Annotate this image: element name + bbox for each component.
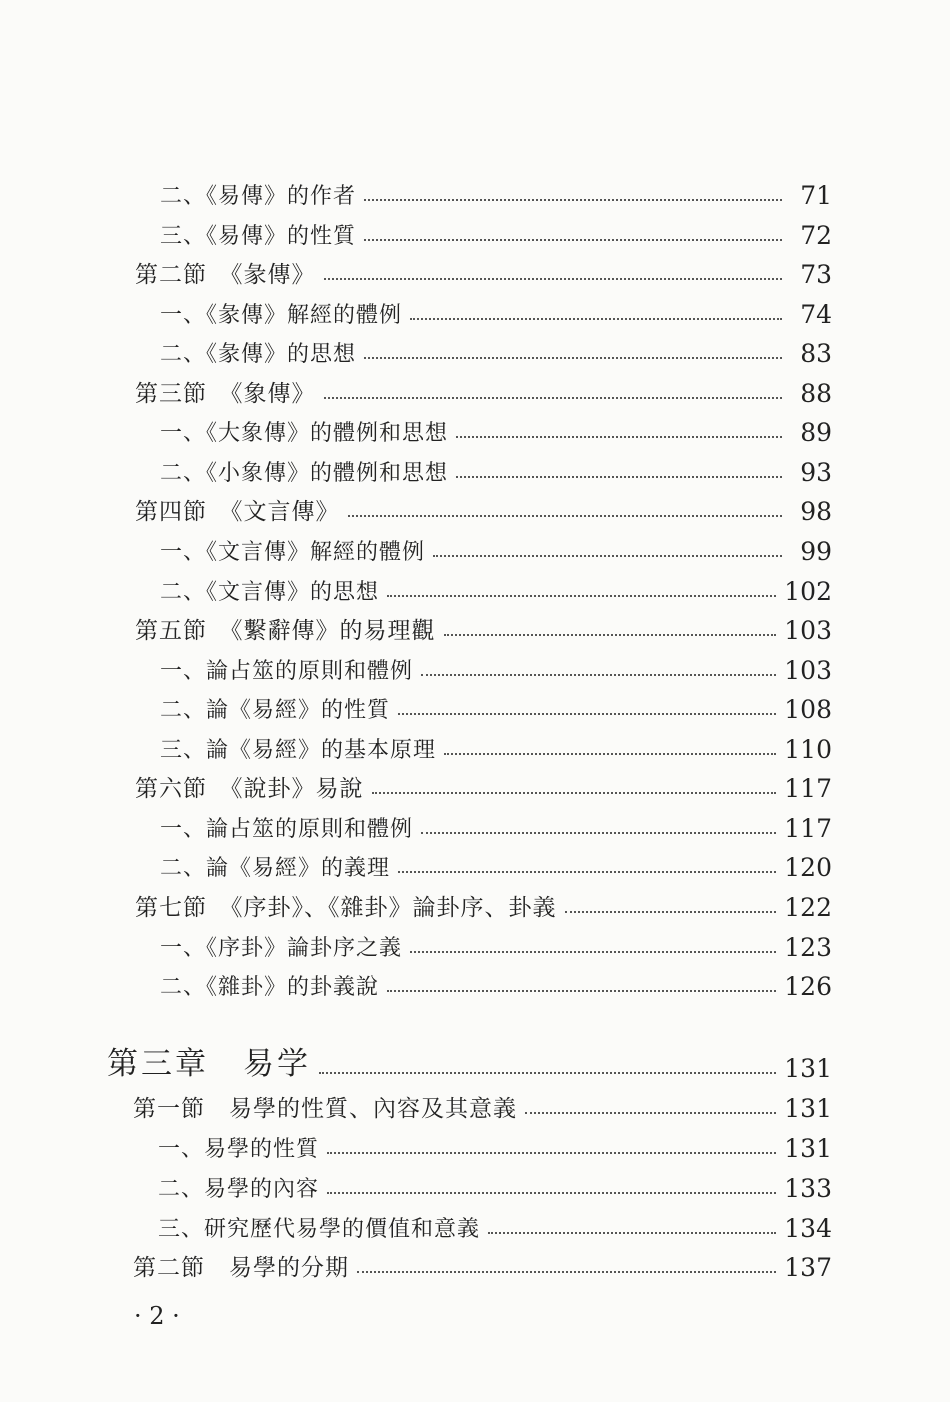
entry-title: 第五節 《繫辭傳》的易理觀 xyxy=(135,618,436,644)
entry-title: 一、《序卦》論卦序之義 xyxy=(160,936,403,961)
entry-title: 一、《文言傳》解經的體例 xyxy=(160,540,426,565)
entry-page: 122 xyxy=(784,893,832,922)
dot-leader xyxy=(565,911,777,913)
dot-leader xyxy=(433,555,782,557)
toc-entry[interactable] xyxy=(160,807,832,843)
toc-entry[interactable] xyxy=(135,372,832,408)
page-number: · 2 · xyxy=(134,1302,180,1330)
toc-entry[interactable] xyxy=(160,846,832,882)
dot-leader xyxy=(456,476,782,478)
entry-page: 103 xyxy=(784,656,832,685)
dot-leader xyxy=(410,318,782,320)
toc-entry[interactable] xyxy=(135,767,832,803)
entry-title: 一、《大象傳》的體例和思想 xyxy=(160,421,449,446)
toc-entry[interactable] xyxy=(160,649,832,685)
entry-title: 二、《小象傳》的體例和思想 xyxy=(160,461,449,486)
entry-page: 133 xyxy=(784,1174,832,1203)
toc-entry[interactable] xyxy=(160,293,832,329)
toc-entry[interactable] xyxy=(158,1127,832,1163)
entry-page: 120 xyxy=(784,853,832,882)
dot-leader xyxy=(398,871,776,873)
toc-chapter-entry[interactable] xyxy=(107,1039,832,1083)
entry-title: 第七節 《序卦》、《雜卦》論卦序、卦義 xyxy=(135,895,557,921)
entry-page: 89 xyxy=(800,418,832,447)
dot-leader xyxy=(372,792,777,794)
dot-leader xyxy=(421,832,776,834)
toc-entry[interactable] xyxy=(135,253,832,289)
entry-title: 二、《彖傳》的思想 xyxy=(160,342,357,367)
dot-leader xyxy=(387,595,776,597)
entry-title: 一、論占筮的原則和體例 xyxy=(160,659,414,684)
entry-page: 103 xyxy=(784,616,832,645)
dot-leader xyxy=(364,199,782,201)
entry-page: 123 xyxy=(784,933,832,962)
entry-title: 二、《易傳》的作者 xyxy=(160,184,357,209)
entry-page: 110 xyxy=(784,735,832,764)
entry-page: 117 xyxy=(784,774,832,803)
entry-title: 一、論占筮的原則和體例 xyxy=(160,817,414,842)
dot-leader xyxy=(488,1232,776,1234)
toc-entry[interactable] xyxy=(133,1087,832,1123)
dot-leader xyxy=(357,1271,776,1273)
dot-leader xyxy=(444,753,776,755)
dot-leader xyxy=(421,674,776,676)
entry-page: 126 xyxy=(784,972,832,1001)
entry-page: 74 xyxy=(800,300,832,329)
dot-leader xyxy=(525,1112,776,1114)
toc-entry[interactable] xyxy=(135,886,832,922)
toc-entry[interactable] xyxy=(158,1167,832,1203)
dot-leader xyxy=(364,239,782,241)
toc-entry[interactable] xyxy=(133,1246,832,1282)
entry-title: 三、研究歷代易學的價值和意義 xyxy=(158,1217,481,1242)
toc-entry[interactable] xyxy=(160,926,832,962)
dot-leader xyxy=(398,713,776,715)
entry-title: 二、《雜卦》的卦義說 xyxy=(160,975,380,1000)
toc-entry[interactable] xyxy=(158,1207,832,1243)
entry-page: 83 xyxy=(800,339,832,368)
toc-entry[interactable] xyxy=(135,490,832,526)
entry-title: 第六節 《說卦》易說 xyxy=(135,776,364,802)
entry-page: 117 xyxy=(784,814,832,843)
toc-entry[interactable] xyxy=(135,609,832,645)
toc-entry[interactable] xyxy=(160,965,832,1001)
dot-leader xyxy=(444,634,777,636)
dot-leader xyxy=(319,1072,776,1074)
entry-page: 131 xyxy=(784,1094,832,1123)
dot-leader xyxy=(387,990,776,992)
dot-leader xyxy=(324,278,783,280)
entry-title: 第二節 《彖傳》 xyxy=(135,262,316,288)
toc-entry[interactable] xyxy=(160,688,832,724)
entry-page: 102 xyxy=(784,577,832,606)
entry-title: 第四節 《文言傳》 xyxy=(135,499,340,525)
dot-leader xyxy=(348,515,783,517)
entry-page: 98 xyxy=(800,497,832,526)
toc-entry[interactable] xyxy=(160,728,832,764)
entry-page: 73 xyxy=(800,260,832,289)
entry-title: 第三節 《象傳》 xyxy=(135,381,316,407)
entry-page: 131 xyxy=(784,1134,832,1163)
entry-page: 108 xyxy=(784,695,832,724)
entry-page: 72 xyxy=(800,221,832,250)
entry-page: 71 xyxy=(800,181,832,210)
toc-entry[interactable] xyxy=(160,174,832,210)
entry-page: 93 xyxy=(800,458,832,487)
chapter-title: 第三章 易学 xyxy=(107,1046,311,1082)
dot-leader xyxy=(364,357,782,359)
entry-title: 三、《易傳》的性質 xyxy=(160,224,357,249)
entry-title: 一、易學的性質 xyxy=(158,1137,320,1162)
entry-page: 99 xyxy=(800,537,832,566)
entry-title: 二、《文言傳》的思想 xyxy=(160,580,380,605)
toc-entry[interactable] xyxy=(160,530,832,566)
entry-title: 二、論《易經》的性質 xyxy=(160,698,391,723)
toc-entry[interactable] xyxy=(160,451,832,487)
dot-leader xyxy=(410,951,776,953)
toc-entry[interactable] xyxy=(160,570,832,606)
entry-page: 137 xyxy=(784,1253,832,1282)
entry-title: 一、《彖傳》解經的體例 xyxy=(160,303,403,328)
toc-entry[interactable] xyxy=(160,214,832,250)
entry-title: 第二節 易學的分期 xyxy=(133,1255,349,1281)
entry-title: 二、論《易經》的義理 xyxy=(160,856,391,881)
entry-title: 二、易學的內容 xyxy=(158,1177,320,1202)
dot-leader xyxy=(327,1152,776,1154)
toc-entry[interactable] xyxy=(160,411,832,447)
dot-leader xyxy=(327,1192,776,1194)
dot-leader xyxy=(324,397,783,399)
entry-title: 三、論《易經》的基本原理 xyxy=(160,738,437,763)
toc-entry[interactable] xyxy=(160,332,832,368)
dot-leader xyxy=(456,436,782,438)
entry-page: 134 xyxy=(784,1214,832,1243)
entry-page: 88 xyxy=(800,379,832,408)
entry-title: 第一節 易學的性質、內容及其意義 xyxy=(133,1096,517,1122)
entry-page: 131 xyxy=(784,1054,832,1083)
